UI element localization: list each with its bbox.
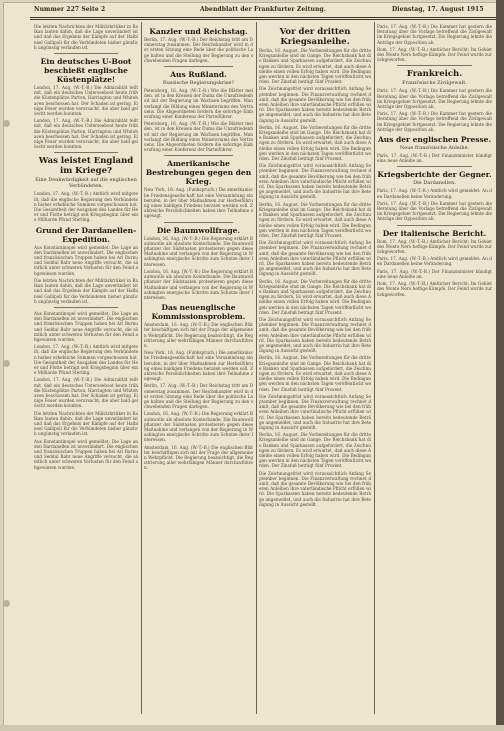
article-body: Die Zeichnungsfrist wird voraussichtlich Anfang September beginnen. Die Finanzverwaltung rechnet damit, daß die gesamte Bevölkerung wie bei den früheren Anleihen ihre vaterländische Pflicht erfüllen wird. Die Sparkassen haben bereits bedeutende Beträge angemeldet, und auch die Industrie hat ihre Beteiligung in Aussicht gestellt.	[259, 86, 371, 123]
article-body: Berlin, 17. Aug. (W.-T.-B.) Der Reichstag tritt am Donnerstag zusammen. Der Reichskanzler wird in der ersten Sitzung eine Rede über die politische Lage halten und die Stellung der Regierung zu den schwebenden Fragen darlegen.	[144, 37, 253, 63]
header-rule	[30, 17, 496, 18]
article-body: Die letzten Nachrichten der Militärkritiker in Balkan lauten dahin, daß die Lage unverändert ist und daß das Ergebnis der Kämpfe auf der Halbinsel Gallipoli für die Verbündeten bisher gänzlich ungünstig verlaufen ist.	[34, 277, 138, 304]
article-separator	[397, 65, 472, 66]
article-title: Frankreich.	[406, 69, 463, 80]
article-body: Die Zeichnungsfrist wird voraussichtlich Anfang September beginnen. Die Finanzverwaltung rechnet damit, daß die gesamte Bevölkerung wie bei den früheren Anleihen ihre vaterländische Pflicht erfüllen wird. Die Sparkassen haben bereits bedeutende Beträge angemeldet, und auch die Industrie hat ihre Beteiligung in Aussicht gestellt.	[259, 470, 371, 507]
article-body: Aus Konstantinopel wird gemeldet: Die Lage an den Dardanellen ist unverändert. Die englischen und französischen Truppen haben bei Ari Burnu und Seddul Bahr neue Angriffe versucht, die sämtlich unter schweren Verlusten für den Feind abgewiesen wurden.	[34, 244, 138, 276]
article-title: Vor der dritten Kriegsanleihe.	[279, 27, 351, 47]
binding-hole	[3, 120, 10, 127]
article-body: Petersburg, 16. Aug. (W.-T.-B.) Wie die Blätter melden, ist in den Kreisen der Duma die Unzufriedenheit mit der Regierung im Wachsen begriffen. Man verlangt die Bildung eines Ministeriums des Vertrauens. Die Abgeordneten fordern die sofortige Einberufung einer Konferenz der Parteiführer.	[144, 121, 253, 153]
binding-holes	[0, 0, 14, 731]
article-separator	[164, 222, 233, 223]
binding-hole	[3, 360, 10, 367]
article-body: Amsterdam, 16. Aug. (W.-T.-B.) Die englischen Blätter beschäftigen sich mit der Frage der allgemeinen Wehrpflicht. Die Regierung beabsichtigt, die Registrierung aller wehrfähigen Männer durchzuführen.	[144, 322, 253, 348]
article-title: Aus der englischen Presse.	[377, 135, 492, 145]
article-body: Rom, 17. Aug. (W.-T.-B.) Amtlicher Bericht: Im Gebiet des Monte Nero heftige Kämpfe. Der Feind wurde zurückgeworfen.	[377, 281, 492, 297]
article-body: Paris, 17. Aug. (W.-T.-B.) Die Kammer hat gestern die Beratung über die Vorlage betreffend die Zivilgewalt im Kriegsgebiet fortgesetzt. Die Regierung lehnte die Anträge der Opposition ab.	[377, 200, 492, 222]
page-number: Nummer 227 Seite 2	[34, 6, 106, 13]
column-rule	[374, 22, 375, 714]
article-body: Berlin, 16. August. Die Vorbereitungen für die dritte Kriegsanleihe sind im Gange. Die Reichsbank hat die Banken und Sparkassen aufgefordert, die Zeichnungen zu fördern. Es wird erwartet, daß auch diese Anleihe einen vollen Erfolg haben wird. Die Bedingungen werden in den nächsten Tagen veröffentlicht werden. Der Zinsfuß beträgt fünf Prozent.	[259, 124, 371, 162]
article-body: Die Zeichnungsfrist wird voraussichtlich Anfang September beginnen. Die Finanzverwaltung rechnet damit, daß die gesamte Bevölkerung wie bei den früheren Anleihen ihre vaterländische Pflicht erfüllen wird. Die Sparkassen haben bereits bedeutende Beträge angemeldet, und auch die Industrie hat ihre Beteiligung in Aussicht gestellt.	[259, 240, 371, 277]
article-separator	[397, 225, 472, 226]
article-subtitle: Eine Denkwürdigkeit auf die englischen Verbündeten.	[35, 177, 137, 190]
article-title: Was leistet England im Kriege?	[38, 156, 134, 177]
article-title: Das neuenglische Kommissionsproblem.	[151, 303, 246, 322]
article-separator	[54, 307, 118, 308]
article-body: Paris, 17. Aug. (W.-T.-B.) Der Finanzminister kündigt eine neue Anleihe an.	[377, 268, 492, 279]
column-2	[144, 24, 253, 712]
article-body: Aus Konstantinopel wird gemeldet: Die Lage an den Dardanellen ist unverändert. Die englischen und französischen Truppen haben bei Ari Burnu und Seddul Bahr neue Angriffe versucht, die sämtlich unter schweren Verlusten für den Feind abgewiesen wurden.	[34, 310, 138, 342]
article-body: Die Zeichnungsfrist wird voraussichtlich Anfang September beginnen. Die Finanzverwaltung rechnet damit, daß die gesamte Bevölkerung wie bei den früheren Anleihen ihre vaterländische Pflicht erfüllen wird. Die Sparkassen haben bereits bedeutende Beträge angemeldet, und auch die Industrie hat ihre Beteiligung in Aussicht gestellt.	[259, 163, 371, 200]
column-3	[259, 24, 371, 712]
article-body: London, 16. Aug. (W.-T.-B.) Die Regierung erklärt Baumwolle als absolute Konterbande. Die Baumwollpflanzer der Südstaaten protestieren gegen diese Maßnahme und verlangen von der Regierung in Washington energische Schritte zum Schutze ihrer Interessen.	[144, 268, 253, 300]
article-body: London, 17. Aug. (W.-T.-B.) Die Admiralität teilt mit, daß ein deutsches Unterseeboot heute früh die Küstenplätze Parton, Harrington und Whitehaven beschossen hat. Der Schaden ist gering. Einige Feuer wurden verursacht, die aber bald gelöscht werden konnten.	[34, 377, 138, 409]
article-subtitle: Französische Zivilgewalt.	[402, 80, 467, 87]
article-subtitle: Die Dardanellen.	[413, 180, 456, 187]
article-body: Paris, 17. Aug. (W.-T.-B.) Die Kammer hat gestern die Beratung über die Vorlage betreffend die Zivilgewalt im Kriegsgebiet fortgesetzt. Die Regierung lehnte die Anträge der Opposition ab.	[377, 88, 492, 110]
article-body: Aus Konstantinopel wird gemeldet: Die Lage an den Dardanellen ist unverändert. Die englischen und französischen Truppen haben bei Ari Burnu und Seddul Bahr neue Angriffe versucht, die sämtlich unter schweren Verlusten für den Feind abgewiesen wurden.	[34, 438, 138, 470]
issue-date: Dienstag, 17. August 1915	[392, 6, 484, 13]
article-body: Paris, 17. Aug. (W.-T.-B.) Die Kammer hat gestern die Beratung über die Vorlage betreffend die Zivilgewalt im Kriegsgebiet fortgesetzt. Die Regierung lehnte die Anträge der Opposition ab.	[377, 111, 492, 132]
article-body: Paris, 17. Aug. (W.-T.-B.) Der Finanzminister kündigt eine neue Anleihe an.	[377, 153, 492, 164]
article-body: Berlin, 16. August. Die Vorbereitungen für die dritte Kriegsanleihe sind im Gange. Die Reichsbank hat die Banken und Sparkassen aufgefordert, die Zeichnungen zu fördern. Es wird erwartet, daß auch diese Anleihe einen vollen Erfolg haben wird. Die Bedingungen werden in den nächsten Tagen veröffentlicht werden. Der Zinsfuß beträgt fünf Prozent.	[259, 432, 371, 469]
article-separator	[54, 152, 118, 153]
article-body: Die Zeichnungsfrist wird voraussichtlich Anfang September beginnen. Die Finanzverwaltung rechnet damit, daß die gesamte Bevölkerung wie bei den früheren Anleihen ihre vaterländische Pflicht erfüllen wird. Die Sparkassen haben bereits bedeutende Beträge angemeldet, und auch die Industrie hat ihre Beteiligung in Aussicht gestellt.	[259, 393, 371, 431]
article-subtitle: Neue französische Anleihe.	[399, 145, 470, 152]
article-title: Der italienische Bericht.	[382, 228, 487, 238]
column-4	[377, 24, 492, 712]
article-subtitle: Russische Regierungskrise?	[162, 80, 235, 87]
article-body: London, 17. Aug. (W.-T.-B.) Amtlich wird mitgeteilt, daß die englische Regierung den Verbündeten bisher erhebliche Summen vorgeschossen hat. Die Gesamtheit der Ausgaben des Landes für Heer und Flotte beträgt seit Kriegsbeginn über eine Milliarde Pfund Sterling.	[34, 191, 138, 223]
article-body: London, 16. Aug. (W.-T.-B.) Die Regierung erklärt Baumwolle als absolute Konterbande. Die Baumwollpflanzer der Südstaaten protestieren gegen diese Maßnahme und verlangen von der Regierung in Washington energische Schritte zum Schutze ihrer Interessen.	[144, 235, 253, 267]
article-title: Die Baumwollfrage.	[156, 225, 241, 235]
binding-hole	[3, 600, 10, 607]
article-body: London, 17. Aug. (W.-T.-B.) Die Admiralität teilt mit, daß ein deutsches Unterseeboot heute früh die Küstenplätze Parton, Harrington und Whitehaven beschossen hat. Der Schaden ist gering. Einige Feuer wurden verursacht, die aber bald gelöscht werden konnten.	[34, 85, 138, 117]
article-title: Aus Rußland.	[170, 70, 227, 80]
header-rule-double	[30, 19, 496, 20]
article-body: New York, 16. Aug. (Funkspruch.) Die amerikanische Friedensgesellschaft hat eine Versammlung einberufen, in der über Maßnahmen zur Herbeiführung eines baldigen Friedens beraten werden soll. Zahlreiche Persönlichkeiten haben ihre Teilnahme zugesagt.	[144, 187, 253, 219]
article-separator	[164, 155, 233, 156]
article-title: Grund der Dardanellen-Expedition.	[35, 225, 137, 244]
article-body: Berlin, 16. August. Die Vorbereitungen für die dritte Kriegsanleihe sind im Gange. Die Reichsbank hat die Banken und Sparkassen aufgefordert, die Zeichnungen zu fördern. Es wird erwartet, daß auch diese Anleihe einen vollen Erfolg haben wird. Die Bedingungen werden in den nächsten Tagen veröffentlicht werden. Der Zinsfuß beträgt fünf Prozent.	[259, 48, 371, 85]
article-body: Die Zeichnungsfrist wird voraussichtlich Anfang September beginnen. Die Finanzverwaltung rechnet damit, daß die gesamte Bevölkerung wie bei den früheren Anleihen ihre vaterländische Pflicht erfüllen wird. Die Sparkassen haben bereits bedeutende Beträge angemeldet, und auch die Industrie hat ihre Beteiligung in Aussicht gestellt.	[259, 316, 371, 354]
article-separator	[397, 166, 472, 167]
article-title: Ein deutsches U-Boot beschießt englische Küstenplätze!	[40, 57, 132, 85]
article-body: Paris, 17. Aug. (W.-T.-B.) Amtlich wird gemeldet: An den Dardanellen keine Veränderung.	[377, 188, 492, 199]
article-body: Berlin, 16. August. Die Vorbereitungen für die dritte Kriegsanleihe sind im Gange. Die Reichsbank hat die Banken und Sparkassen aufgefordert, die Zeichnungen zu fördern. Es wird erwartet, daß auch diese Anleihe einen vollen Erfolg haben wird. Die Bedingungen werden in den nächsten Tagen veröffentlicht werden. Der Zinsfuß beträgt fünf Prozent.	[259, 278, 371, 315]
article-body: Amsterdam, 16. Aug. (W.-T.-B.) Die englischen Blätter beschäftigen sich mit der Frage der allgemeinen Wehrpflicht. Die Regierung beabsichtigt, die Registrierung aller wehrfähigen Männer durchzuführen.	[144, 444, 253, 471]
article-body: Petersburg, 16. Aug. (W.-T.-B.) Wie die Blätter melden, ist in den Kreisen der Duma die Unzufriedenheit mit der Regierung im Wachsen begriffen. Man verlangt die Bildung eines Ministeriums des Vertrauens. Die Abgeordneten fordern die sofortige Einberufung einer Konferenz der Parteiführer.	[144, 88, 253, 120]
article-body: Berlin, 16. August. Die Vorbereitungen für die dritte Kriegsanleihe sind im Gange. Die Reichsbank hat die Banken und Sparkassen aufgefordert, die Zeichnungen zu fördern. Es wird erwartet, daß auch diese Anleihe einen vollen Erfolg haben wird. Die Bedingungen werden in den nächsten Tagen veröffentlicht werden. Der Zinsfuß beträgt fünf Prozent.	[259, 201, 371, 238]
article-body: Die letzten Nachrichten der Militärkritiker in Balkan lauten dahin, daß die Lage unverändert ist und daß das Ergebnis der Kämpfe auf der Halbinsel Gallipoli für die Verbündeten bisher gänzlich ungünstig verlaufen ist.	[34, 24, 138, 50]
masthead-title: Abendblatt der Frankfurter Zeitung.	[200, 6, 326, 13]
article-body: New York, 16. Aug. (Funkspruch.) Die amerikanische Friedensgesellschaft hat eine Versammlung einberufen, in der über Maßnahmen zur Herbeiführung eines baldigen Friedens beraten werden soll. Zahlreiche Persönlichkeiten haben ihre Teilnahme zugesagt.	[144, 350, 253, 382]
article-body: Paris, 17. Aug. (W.-T.-B.) Amtlich wird gemeldet: An den Dardanellen keine Veränderung.	[377, 256, 492, 267]
article-body: Paris, 17. Aug. (W.-T.-B.) Die Kammer hat gestern die Beratung über die Vorlage betreffend die Zivilgewalt im Kriegsgebiet fortgesetzt. Die Regierung lehnte die Anträge der Opposition ab.	[377, 24, 492, 45]
article-body: Rom, 17. Aug. (W.-T.-B.) Amtlicher Bericht: Im Gebiet des Monte Nero heftige Kämpfe. Der Feind wurde zurückgeworfen.	[377, 238, 492, 255]
article-body: London, 17. Aug. (W.-T.-B.) Amtlich wird mitgeteilt, daß die englische Regierung den Verbündeten bisher erhebliche Summen vorgeschossen hat. Die Gesamtheit der Ausgaben des Landes für Heer und Flotte beträgt seit Kriegsbeginn über eine Milliarde Pfund Sterling.	[34, 344, 138, 376]
article-body: London, 17. Aug. (W.-T.-B.) Die Admiralität teilt mit, daß ein deutsches Unterseeboot heute früh die Küstenplätze Parton, Harrington und Whitehaven beschossen hat. Der Schaden ist gering. Einige Feuer wurden verursacht, die aber bald gelöscht werden konnten.	[34, 118, 138, 150]
column-rule	[256, 22, 257, 714]
article-body: Berlin, 16. August. Die Vorbereitungen für die dritte Kriegsanleihe sind im Gange. Die Reichsbank hat die Banken und Sparkassen aufgefordert, die Zeichnungen zu fördern. Es wird erwartet, daß auch diese Anleihe einen vollen Erfolg haben wird. Die Bedingungen werden in den nächsten Tagen veröffentlicht werden. Der Zinsfuß beträgt fünf Prozent.	[259, 355, 371, 392]
article-separator	[164, 66, 233, 67]
page-margin-bottom	[0, 725, 504, 731]
article-title: Kriegsberichte der Gegner.	[377, 170, 492, 180]
article-body: Berlin, 17. Aug. (W.-T.-B.) Der Reichstag tritt am Donnerstag zusammen. Der Reichskanzler wird in der ersten Sitzung eine Rede über die politische Lage halten und die Stellung der Regierung zu den schwebenden Fragen darlegen.	[144, 383, 253, 410]
article-title: Amerikanische Bestrebungen gegen den Krieg.	[145, 159, 252, 187]
article-body: Rom, 17. Aug. (W.-T.-B.) Amtlicher Bericht: Im Gebiet des Monte Nero heftige Kämpfe. Der Feind wurde zurückgeworfen.	[377, 46, 492, 63]
column-rule	[141, 22, 142, 714]
article-separator	[54, 53, 118, 54]
article-title: Kanzler und Reichstag.	[149, 27, 248, 36]
column-1	[34, 24, 138, 712]
article-body: London, 16. Aug. (W.-T.-B.) Die Regierung erklärt Baumwolle als absolute Konterbande. Die Baumwollpflanzer der Südstaaten protestieren gegen diese Maßnahme und verlangen von der Regierung in Washington energische Schritte zum Schutze ihrer Interessen.	[144, 411, 253, 443]
article-body: Die letzten Nachrichten der Militärkritiker in Balkan lauten dahin, daß die Lage unverändert ist und daß das Ergebnis der Kämpfe auf der Halbinsel Gallipoli für die Verbündeten bisher gänzlich ungünstig verlaufen ist.	[34, 410, 138, 437]
binding-edge	[496, 0, 504, 731]
